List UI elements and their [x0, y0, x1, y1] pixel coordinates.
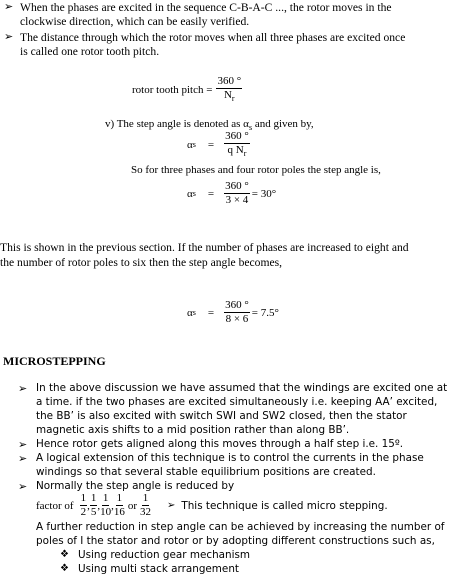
bullet-text: A logical extension of this technique is to control the currents in the phase [36, 452, 424, 464]
fraction-numerator: 360 ° [217, 75, 242, 87]
bullet-text: a time. if the two phases are excited simultaneously i.e. keeping AA’ excited, [36, 396, 438, 408]
factor-line: factor of $\frac{1}{2}$ , $\frac{1}{5}$ , $\frac{1}{10}$ , $\frac{1}{16}$ or $\frac{1}{32}$ ➢ This technique is called micro stepping. [36, 492, 388, 518]
arrow-bullet-icon: ➢ [18, 439, 28, 451]
three-phase-text: So for three phases and four rotor poles the step angle is, [131, 164, 381, 176]
fraction: $\frac{1}{5}$ [90, 492, 97, 518]
diamond-bullet-icon: ❖ [60, 549, 69, 560]
arrow-bullet-icon: ➢ [18, 481, 28, 493]
bullet-text: clockwise direction, which can be easily verified. [20, 15, 250, 28]
bullet-text: In the above discussion we have assumed that the windings are excited one at [36, 382, 448, 394]
step-angle-intro: v) The step angle is denoted as $\alpha_s$ and given by, [105, 118, 314, 132]
bullet-text: Normally the step angle is reduced by [36, 480, 235, 492]
paragraph-text: poles of I the stator and rotor or by adopting different constructions such as, [36, 535, 435, 547]
paragraph-text: A further reduction in step angle can be achieved by increasing the number of [36, 521, 445, 533]
arrow-bullet-icon: ➢ [4, 1, 14, 13]
fraction: $\frac{1}{32}$ [139, 492, 151, 518]
bullet-text: magnetic axis shifts to a mid position rather than along BB’. [36, 424, 350, 436]
sub-item: Using multi stack arrangement [78, 563, 239, 575]
equation-tooth-pitch [132, 76, 242, 103]
bullet-text: When the phases are excited in the sequence C-B-A-C ..., the rotor moves in the [20, 1, 392, 14]
equation-eight-phase: α s = $\frac{360 ^\circ}{8 \times 6}$ = 7.5° [187, 299, 279, 325]
section-heading: MICROSTEPPING [3, 354, 106, 368]
fraction: $\frac{1}{2}$ [80, 492, 87, 518]
fraction: $\frac{360 ^\circ}{q N_r}$ [225, 130, 249, 158]
equation-label: rotor tooth pitch = [132, 83, 213, 96]
paragraph-text: This is shown in the previous section. If the number of phases are increased to eight and [0, 241, 409, 254]
diamond-bullet-icon: ❖ [60, 563, 69, 574]
bullet-text: windings so that several stable equilibrium positions are created. [36, 466, 376, 478]
fraction: $\frac{360 ^\circ}{3 \times 4}$ [225, 180, 249, 206]
fraction: $\frac{360 ^\circ}{8 \times 6}$ [225, 299, 249, 325]
paragraph-text: the number of rotor poles to six then the step angle becomes, [0, 256, 283, 269]
arrow-bullet-icon: ➢ [18, 453, 28, 465]
sub-item: Using reduction gear mechanism [78, 549, 251, 561]
equation-step-angle: α s = $\frac{360 ^\circ}{q N_r}$ [187, 130, 249, 158]
arrow-bullet-icon: ➢ [166, 500, 176, 511]
fraction [216, 76, 242, 103]
arrow-bullet-icon: ➢ [18, 383, 28, 395]
fraction-denominator: $N_r$ [223, 89, 235, 103]
bullet-text: The distance through which the rotor moves when all three phases are excited once [20, 31, 406, 44]
bullet-text: the BB’ is also excited with switch SWI and SW2 closed, then the stator [36, 410, 407, 422]
fraction: $\frac{1}{16}$ [113, 492, 125, 518]
bullet-text: Hence rotor gets aligned along this moves through a half step i.e. 15º. [36, 438, 404, 450]
arrow-bullet-icon: ➢ [4, 31, 14, 43]
equation-three-phase: α s = $\frac{360 ^\circ}{3 \times 4}$ = 30° [187, 180, 277, 206]
bullet-text: is called one rotor tooth pitch. [20, 45, 160, 58]
fraction: $\frac{1}{10}$ [100, 492, 112, 518]
